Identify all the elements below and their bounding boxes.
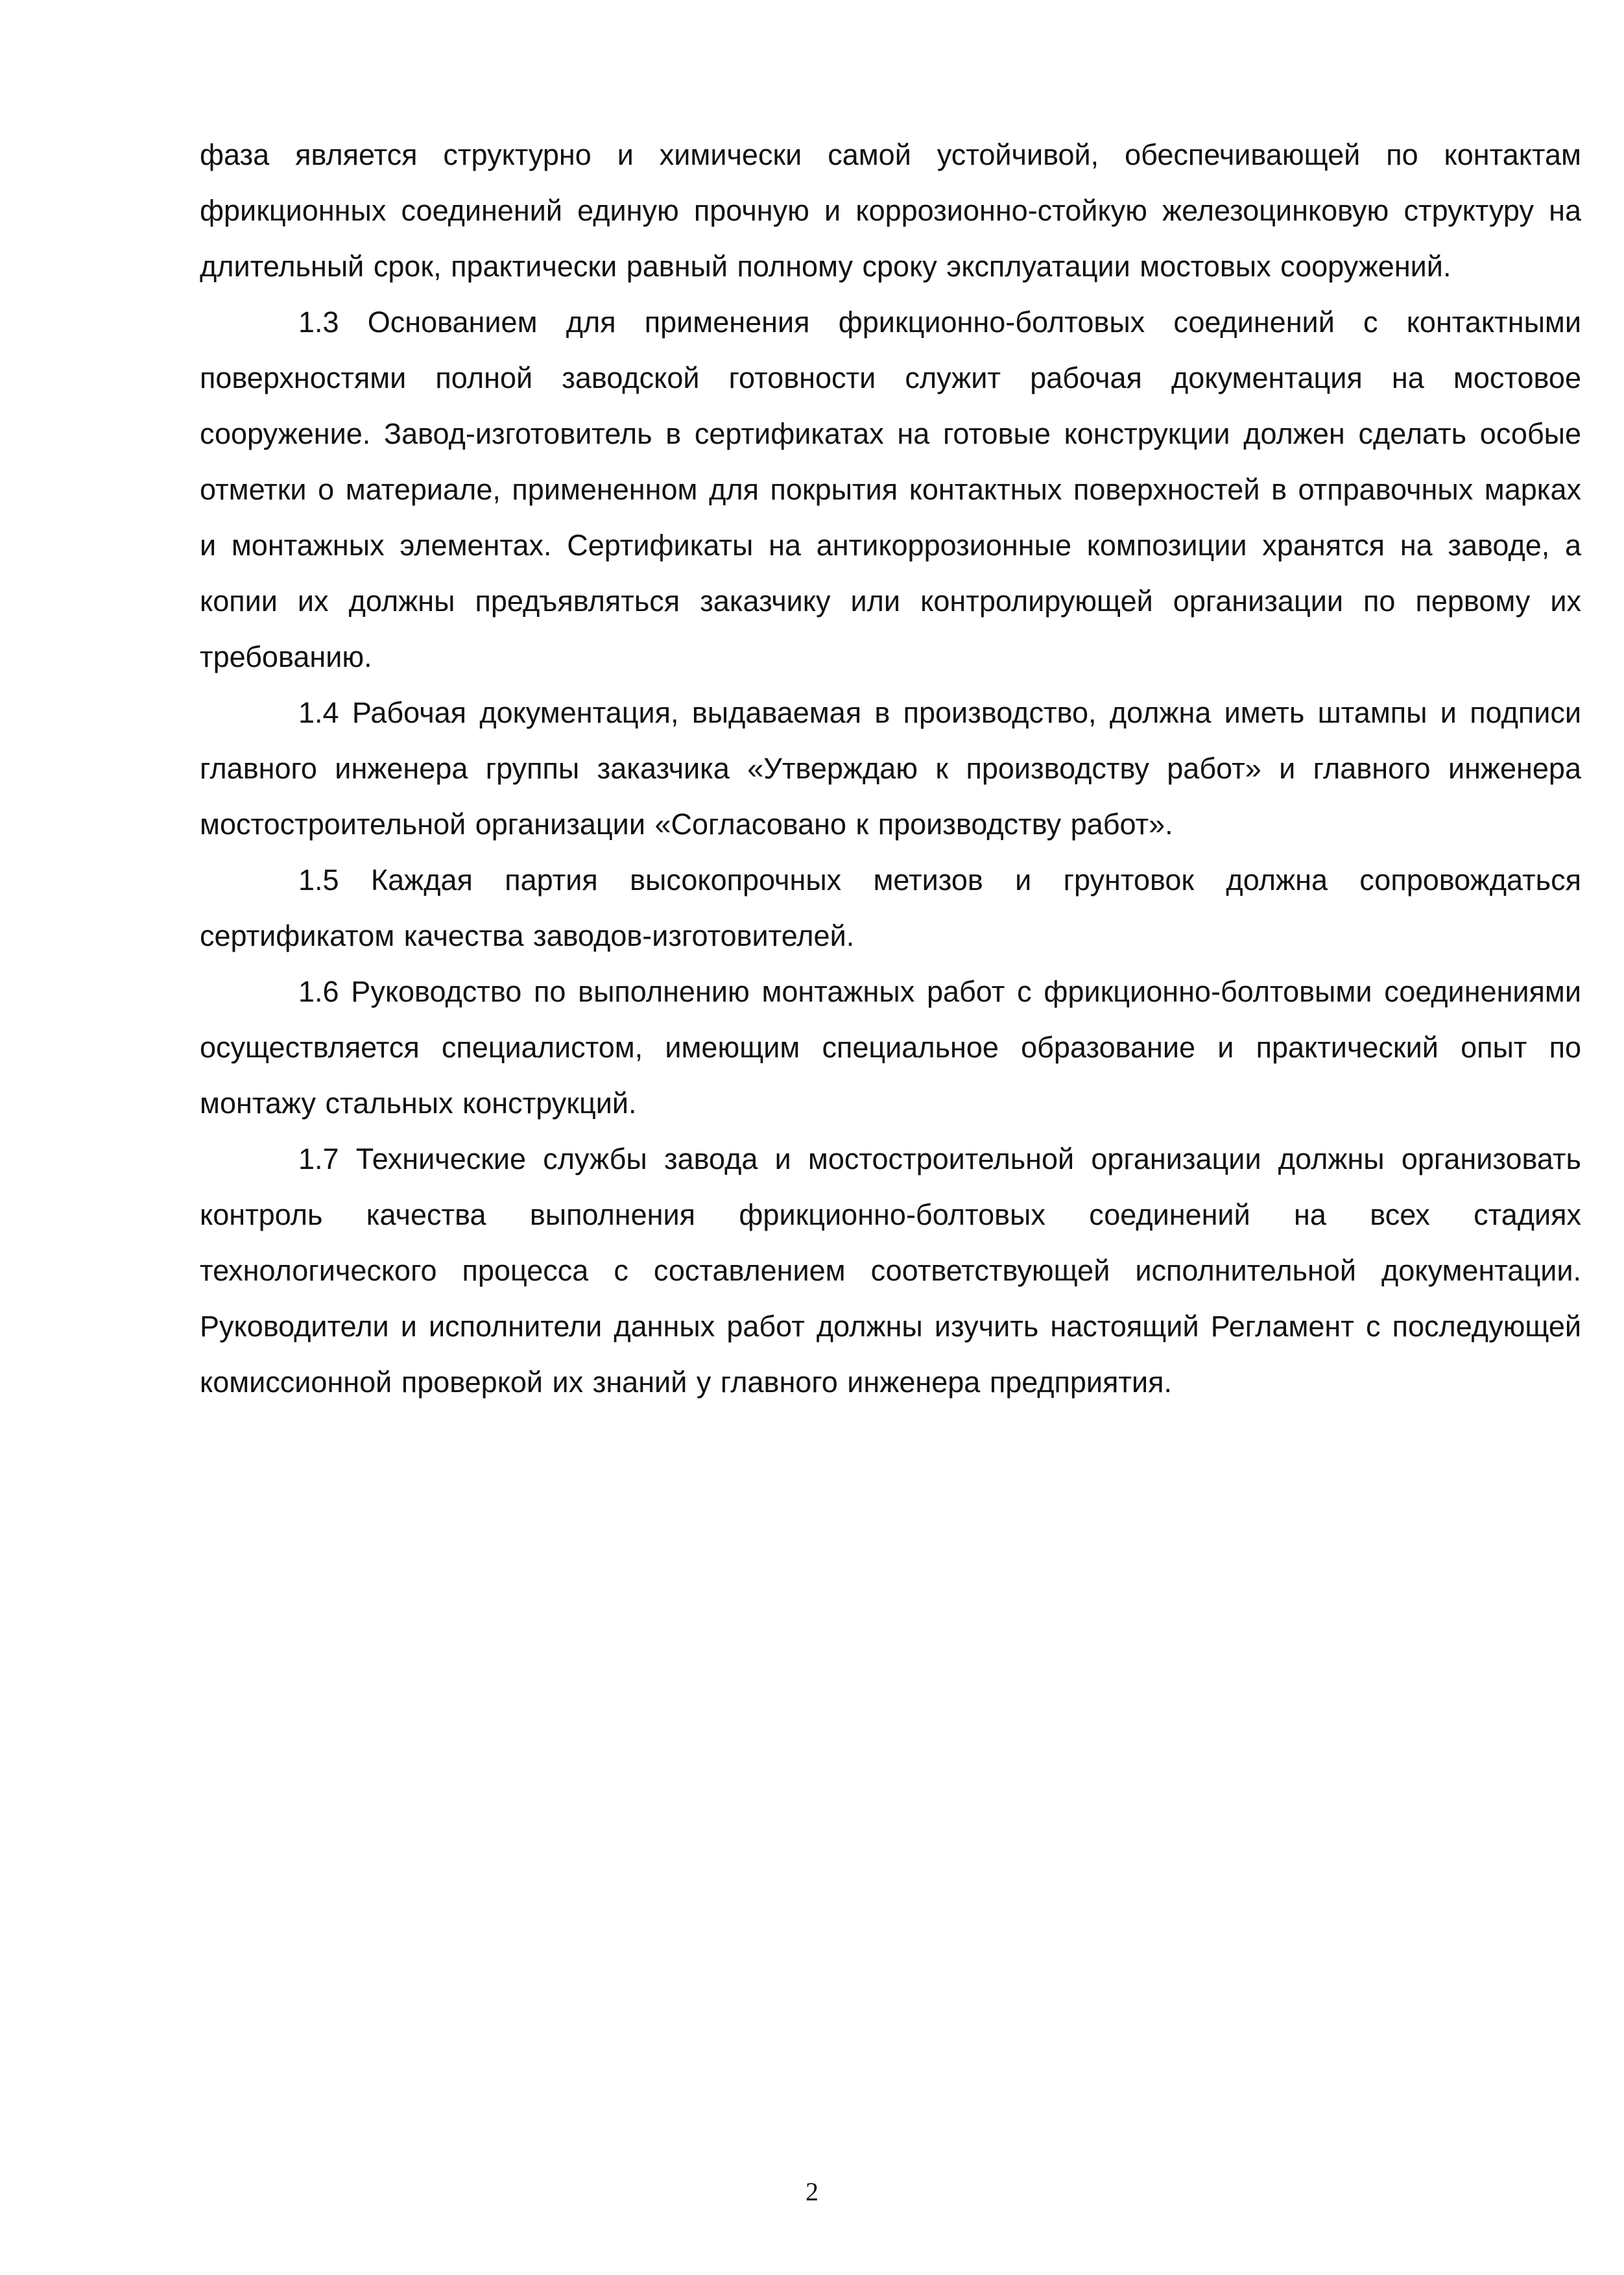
body-text (200, 127, 1581, 1410)
paragraph-continuation: фаза является структурно и химически самой устойчивой, обеспечивающей по контактам фрикционных соединений единую прочную и коррозионно-стойкую железоцинковую структуру на длительный срок, практически равный полному сроку эксплуатации мостовых сооружений. (200, 138, 1581, 283)
page-number: 2 (806, 2177, 818, 2206)
paragraph-1-4: 1.4 Рабочая документация, выдаваемая в производство, должна иметь штампы и подписи главного инженера группы заказчика «Утверждаю к производству работ» и главного инженера мостостроительной организации «Согласовано к производству работ». (200, 696, 1581, 841)
paragraph-1-7: 1.7 Технические службы завода и мостостроительной организации должны организовать контроль качества выполнения фрикционно-болтовых соединений на всех стадиях технологического процесса с составлением соответствующей исполнительной документации. Руководители и исполнители данных работ должны изучить настоящий Регламент с последующей комиссионной проверкой их знаний у главного инженера предприятия. (200, 1142, 1581, 1399)
paragraph-1-5: 1.5 Каждая партия высокопрочных метизов и грунтовок должна сопровождаться сертификатом качества заводов-изготовителей. (200, 863, 1581, 952)
paragraph-1-6: 1.6 Руководство по выполнению монтажных работ с фрикционно-болтовыми соединениями осуществляется специалистом, имеющим специальное образование и практический опыт по монтажу стальных конструкций. (200, 975, 1581, 1120)
paragraph-1-3: 1.3 Основанием для применения фрикционно-болтовых соединений с контактными поверхностями полной заводской готовности служит рабочая документация на мостовое сооружение. Завод-изготовитель в сертификатах на готовые конструкции должен сделать особые отметки о материале, примененном для покрытия контактных поверхностей в отправочных марках и монтажных элементах. Сертификаты на антикоррозионные композиции хранятся на заводе, а копии их должны предъявляться заказчику или контролирующей организации по первому их требованию. (200, 306, 1581, 673)
